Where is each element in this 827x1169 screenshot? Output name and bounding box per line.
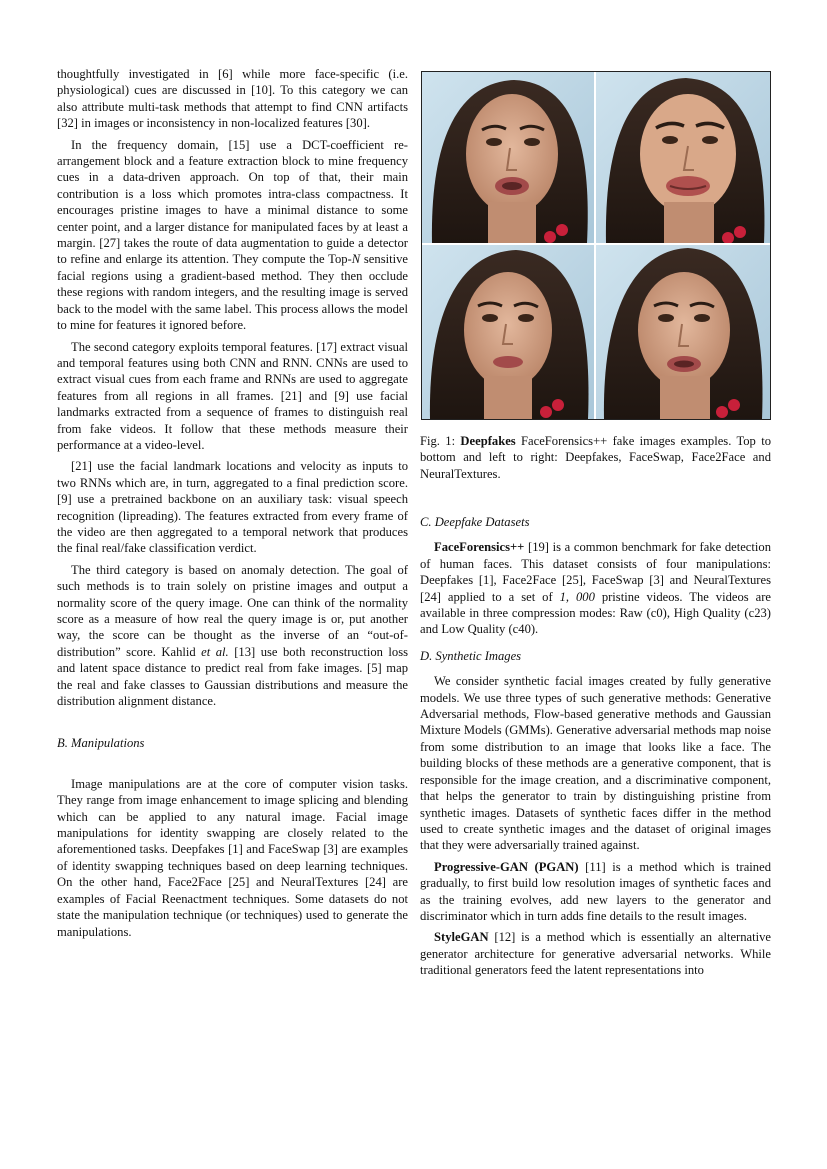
figure-caption bbox=[420, 433, 771, 482]
paragraph-text: The second category exploits temporal features. [17] extract visual and temporal features using both CNN and RNN. CNNs are used to extract visual cues from each frame and RNNs are used to aggregate features from all regions in all frames. [21] and [9] use facial landmarks extracted from a sequence of frames to distinguish real from fake videos. It follow that these methods measure their performance at a video-level. bbox=[57, 339, 408, 452]
paragraph-text: [19] is a common benchmark for fake detection of human faces. This dataset consists of four manipulations: Deepfakes [1], Face2Face [25], FaceSwap [3] and NeuralTextures [24] applied to a set of bbox=[420, 540, 771, 604]
caption-bold: Deepfakes bbox=[460, 434, 516, 448]
face-tile-faceswap bbox=[596, 72, 770, 244]
face-grid-illustration bbox=[422, 72, 770, 419]
left-column bbox=[57, 66, 408, 945]
paragraph bbox=[57, 458, 408, 556]
paragraph bbox=[420, 929, 771, 978]
right-column bbox=[420, 514, 771, 984]
section-heading: B. Manipulations bbox=[57, 736, 145, 751]
paragraph bbox=[420, 539, 771, 637]
math-symbol: 1, 000 bbox=[559, 589, 595, 604]
paragraph-text: Image manipulations are at the core of computer vision tasks. They range from image enhancement to image splicing and blending which can be applied to any natural image. Facial image manipulations for identity swapping are closely related to the aforementioned tasks. Deepfakes [1] and FaceSwap [3] are examples of identity swapping techniques based on deep learning techniques. On the other hand, Face2Face [25] and NeuralTextures [24] are examples of Facial Reenactment techniques. Some datasets do not state the manipulation technique (or techniques) used to generate the manipulations. bbox=[57, 776, 408, 939]
face-tile-deepfakes bbox=[422, 72, 594, 243]
section-heading: D. Synthetic Images bbox=[420, 648, 522, 663]
paragraph-text: In the frequency domain, [15] use a DCT-coefficient re-arrangement block and a feature extraction block to mine frequency cues in a data-driven approach. On top of that, their main contribution is a loss which promotes intra-class compactness. It encourages pristine images to have a minimal distance to some center point, and a larger distance for manipulated faces by at least a margin. [27] takes the route of data augmentation to guide a detector to refine and enlarge its attention. They compute the Top- bbox=[57, 137, 408, 267]
paragraph bbox=[57, 137, 408, 334]
paragraph-text: sensitive facial regions using a gradient-based method. They then occlude these regions with random integers, and the resulting image is served back to the model with the same label. This process allows the model to mine for features it ignored before. bbox=[57, 252, 408, 333]
paragraph bbox=[420, 859, 771, 925]
emphasis: et al. bbox=[201, 644, 229, 659]
paragraph bbox=[57, 339, 408, 454]
face-tile-neuraltextures bbox=[596, 245, 770, 419]
figure-image-grid bbox=[421, 71, 771, 420]
term-bold: FaceForensics++ bbox=[434, 540, 525, 555]
paragraph-text: [12] is a method which is essentially an alternative generator architecture for generative adversarial networks. While traditional generators feed the latent representations into bbox=[420, 930, 771, 978]
paragraph bbox=[420, 673, 771, 853]
paragraph-text: The third category is based on anomaly detection. The goal of such methods is to train solely on pristine images and output a normality score of the query image. One can think of the normality score as a measure of how real the query image is or, put another way, the score can be thought as the inverse of an “out-of-distribution” score. Kahlid bbox=[57, 562, 408, 659]
paragraph-text: [11] is a method which is trained gradually, to first build low resolution images of synthetic faces and as the training evolves, add new layers to the generator and discriminator which in turn adds fine details to the result images. bbox=[420, 859, 771, 923]
face-tile-face2face bbox=[422, 245, 594, 419]
paragraph bbox=[57, 66, 408, 132]
paragraph-text: [21] use the facial landmark locations and velocity as inputs to two RNNs which are, in turn, aggregated to a final prediction score. [9] use a pretrained backbone on an auxiliary task: visual speech recognition (lipreading). The features extracted from every frame of the video are then aggregated to a temporal network that produces the final real/fake classification verdict. bbox=[57, 459, 408, 556]
paragraph bbox=[57, 776, 408, 940]
paragraph-text: thoughtfully investigated in [6] while more face-specific (i.e. physiological) cues are discussed in [10]. To this category we can also attribute multi-task methods that attempt to find CNN artifacts [32] in images or inconsistency in non-localized features [30]. bbox=[57, 67, 408, 131]
term-bold: Progressive-GAN (PGAN) bbox=[434, 859, 579, 874]
caption-label: Fig. 1: bbox=[420, 434, 461, 448]
math-symbol: N bbox=[351, 252, 361, 267]
paragraph-text: We consider synthetic facial images created by fully generative models. We use three types of such generative methods: Generative Adversarial methods, Flow-based generative methods and Gaussian Mixture Models (GMMs). Generative adversarial methods map noise from some distribution to an image that looks like a face. The building blocks of these methods are a generative component, that is responsible for the image creation, and a discriminative component, that helps the generator to train by distinguishing pristine from synthetic images. Datasets of synthetic faces differ in the method used to create synthetic images and the dataset of original images that they were adversarially trained against. bbox=[420, 674, 771, 853]
paragraph-text: [13] use both reconstruction loss and latent space distance to predict real from fake images. [5] map the real and fake classes to Gaussian distributions and measure the distribution alignment distance. bbox=[57, 644, 409, 709]
section-heading: C. Deepfake Datasets bbox=[420, 515, 530, 529]
term-bold: StyleGAN bbox=[434, 930, 489, 945]
paragraph-text: pristine videos. The videos are available in three compression modes: Raw (c0), High Quality (c23) and Low Quality (c40). bbox=[420, 589, 772, 637]
caption-text: FaceForensics++ fake images examples. Top to bottom and left to right: Deepfakes, FaceSwap, Face2Face and NeuralTextures. bbox=[420, 434, 771, 481]
paragraph bbox=[57, 562, 408, 710]
